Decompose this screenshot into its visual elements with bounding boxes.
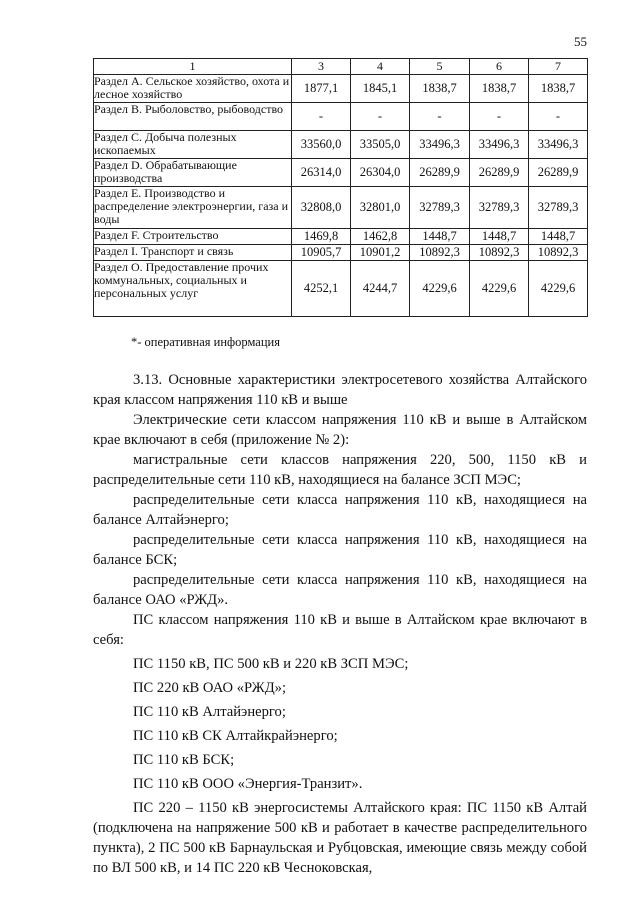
table-row [94, 131, 588, 159]
value-cell: 26289,9 [410, 159, 470, 187]
value-cell: 1448,7 [470, 229, 529, 245]
value-cell: 32801,0 [351, 187, 410, 229]
value-cell: 1838,7 [410, 75, 470, 103]
table-header-cell: 4 [351, 59, 410, 75]
value-cell: 26304,0 [351, 159, 410, 187]
value-cell: 10892,3 [470, 245, 529, 261]
value-cell: 10892,3 [410, 245, 470, 261]
table-footnote: *- оперативная информация [131, 335, 280, 349]
row-name-cell: Раздел А. Сельское хозяйство, охота и лесное хозяйство [94, 75, 292, 103]
value-cell: 4229,6 [470, 261, 529, 317]
value-cell: - [529, 103, 588, 131]
table-header-cell: 3 [292, 59, 351, 75]
row-name-cell: Раздел I. Транспорт и связь [94, 245, 292, 261]
list-item: ПС 110 кВ БСК; [133, 752, 235, 768]
value-cell: 4244,7 [351, 261, 410, 317]
table-row [94, 187, 588, 229]
list-item: ПС 110 кВ СК Алтайкрайэнерго; [133, 728, 338, 744]
industry-data-table [93, 58, 588, 317]
paragraph: распределительные сети класса напряжения 110 кВ, находящиеся на балансе ОАО «РЖД». [93, 572, 587, 608]
value-cell: 1845,1 [351, 75, 410, 103]
value-cell: 1448,7 [529, 229, 588, 245]
row-name-cell: Раздел Е. Производство и распределение электроэнергии, газа и воды [94, 187, 292, 229]
value-cell: 1838,7 [529, 75, 588, 103]
value-cell: 1448,7 [410, 229, 470, 245]
value-cell: 32808,0 [292, 187, 351, 229]
document-body [93, 370, 587, 878]
value-cell: 1462,8 [351, 229, 410, 245]
paragraph: Электрические сети классом напряжения 110 кВ и выше в Алтайском крае включают в себя (приложение № 2): [93, 412, 587, 448]
table-header-cell: 7 [529, 59, 588, 75]
value-cell: 4229,6 [529, 261, 588, 317]
paragraph: ПС классом напряжения 110 кВ и выше в Алтайском крае включают в себя: [93, 612, 587, 648]
list-item: ПС 1150 кВ, ПС 500 кВ и 220 кВ ЗСП МЭС; [133, 656, 409, 672]
value-cell: 33505,0 [351, 131, 410, 159]
table-row [94, 229, 588, 245]
value-cell: 33496,3 [410, 131, 470, 159]
value-cell: 33560,0 [292, 131, 351, 159]
row-name-cell: Раздел О. Предоставление прочих коммунальных, социальных и персональных услуг [94, 261, 292, 317]
list-item: ПС 110 кВ ООО «Энергия-Транзит». [133, 776, 363, 792]
value-cell: 33496,3 [470, 131, 529, 159]
value-cell: 1469,8 [292, 229, 351, 245]
value-cell: 32789,3 [410, 187, 470, 229]
list-item: ПС 110 кВ Алтайэнерго; [133, 704, 286, 720]
value-cell: 4229,6 [410, 261, 470, 317]
row-name-cell: Раздел D. Обрабатывающие производства [94, 159, 292, 187]
row-name-cell: Раздел С. Добыча полезных ископаемых [94, 131, 292, 159]
table-row [94, 245, 588, 261]
value-cell: 26289,9 [470, 159, 529, 187]
value-cell: 10901,2 [351, 245, 410, 261]
value-cell: 32789,3 [470, 187, 529, 229]
value-cell: 1877,1 [292, 75, 351, 103]
paragraph: магистральные сети классов напряжения 220, 500, 1150 кВ и распределительные сети 110 кВ, находящиеся на балансе ЗСП МЭС; [93, 452, 587, 488]
value-cell: 10892,3 [529, 245, 588, 261]
value-cell: - [292, 103, 351, 131]
paragraph: ПС 220 – 1150 кВ энергосистемы Алтайского края: ПС 1150 кВ Алтай (подключена на напряжение 500 кВ и работает в качестве распределительного пункта), 2 ПС 500 кВ Барнаульская и Рубцовская, имеющие связь между собой по ВЛ 500 кВ, и 14 ПС 220 кВ Чесноковская, [93, 800, 587, 876]
table-header-row [94, 59, 588, 75]
value-cell: 4252,1 [292, 261, 351, 317]
list-item: ПС 220 кВ ОАО «РЖД»; [133, 680, 287, 696]
value-cell: - [410, 103, 470, 131]
page-number: 55 [574, 34, 587, 49]
row-name-cell: Раздел F. Строительство [94, 229, 292, 245]
table-header-cell: 5 [410, 59, 470, 75]
value-cell: 26314,0 [292, 159, 351, 187]
section-heading: 3.13. Основные характеристики электросетевого хозяйства Алтайского края классом напряжения 110 кВ и выше [93, 372, 587, 408]
value-cell: 10905,7 [292, 245, 351, 261]
value-cell: 26289,9 [529, 159, 588, 187]
value-cell: 32789,3 [529, 187, 588, 229]
paragraph: распределительные сети класса напряжения 110 кВ, находящиеся на балансе БСК; [93, 532, 587, 568]
table-row [94, 103, 588, 131]
value-cell: - [470, 103, 529, 131]
table-row [94, 75, 588, 103]
table-row [94, 159, 588, 187]
paragraph: распределительные сети класса напряжения 110 кВ, находящиеся на балансе Алтайэнерго; [93, 492, 587, 528]
table-row [94, 261, 588, 317]
table-header-cell: 1 [94, 59, 292, 75]
value-cell: - [351, 103, 410, 131]
table-header-cell: 6 [470, 59, 529, 75]
value-cell: 1838,7 [470, 75, 529, 103]
value-cell: 33496,3 [529, 131, 588, 159]
row-name-cell: Раздел В. Рыболовство, рыбоводство [94, 103, 292, 131]
